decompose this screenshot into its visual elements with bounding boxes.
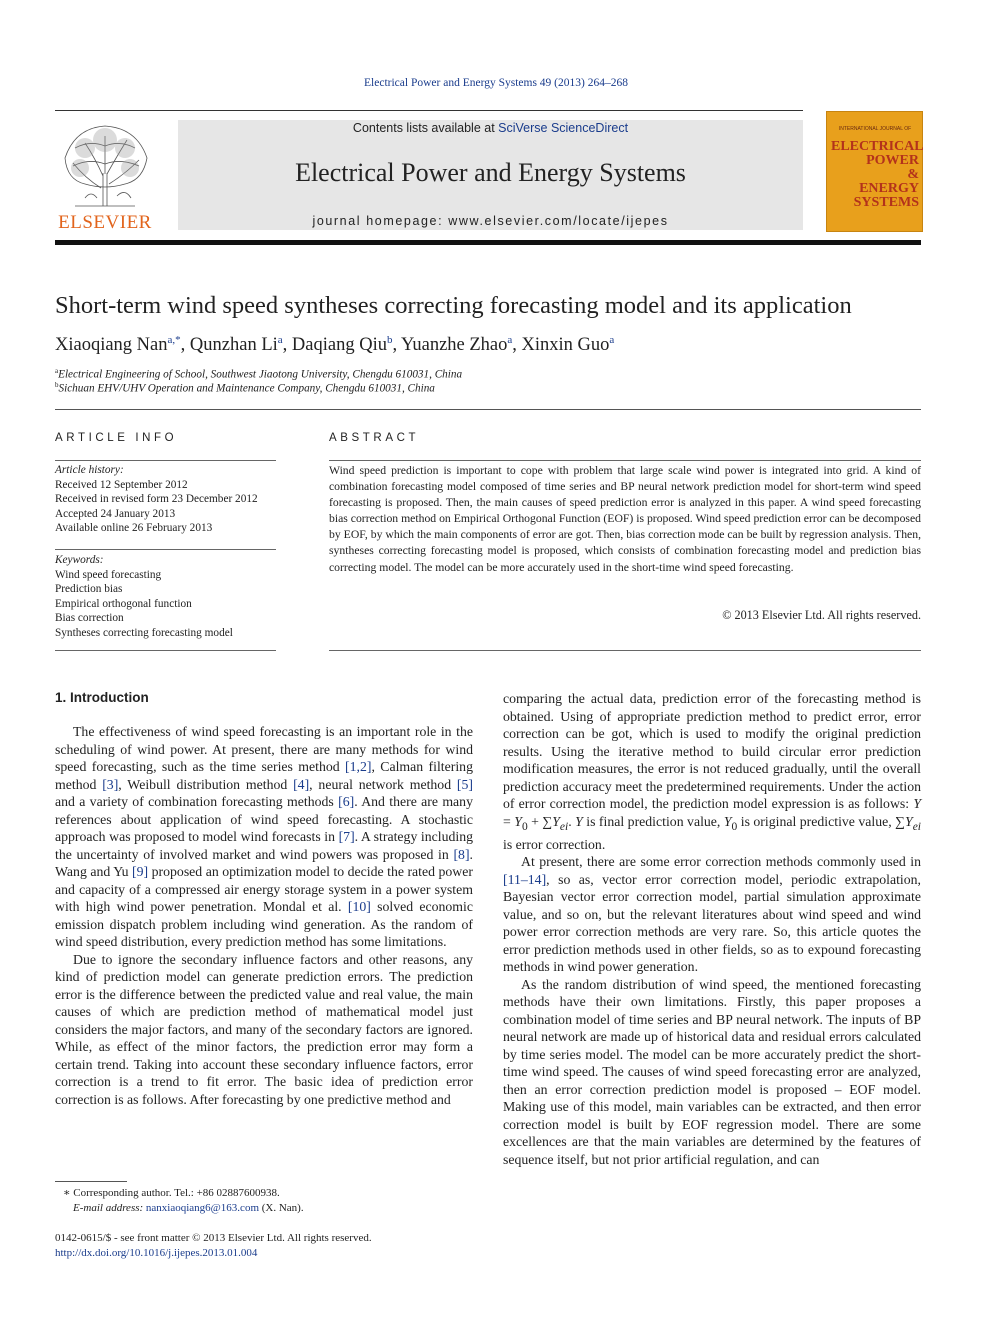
body-paragraph: As the random distribution of wind speed, the mentioned forecasting methods have their own limitations. Firstly, this paper proposes a combination model of time series and BP neural network. The inputs of BP neural network are made up of historical data and residual errors calculated by time series model. The model can be more accurately predict the short-time wind speed. The causes of wind speed forecasting error are analyzed, then an error correction prediction model is proposed – EOF model. Making use of this model, main variables can be extracted, and then error correction model is built by EOF regression model. There are some excellences are that the main variables are determined by the features of sequence itself, but not prior artificial regulation, and can xyxy=(503,976,921,1167)
email-note xyxy=(55,1201,475,1216)
contents-line xyxy=(178,121,803,135)
body-column-right xyxy=(503,690,921,1168)
citation-link[interactable]: [1,2] xyxy=(345,759,372,774)
abstract-heading: ABSTRACT xyxy=(329,432,420,444)
sciencedirect-link[interactable]: SciVerse ScienceDirect xyxy=(498,121,629,135)
info-rule xyxy=(55,549,276,550)
keyword: Syntheses correcting forecasting model xyxy=(55,626,233,639)
email-link[interactable]: nanxiaoqiang6@163.com xyxy=(145,1201,259,1214)
journal-citation[interactable]: Electrical Power and Energy Systems 49 (2013) 264–268 xyxy=(364,77,628,89)
abstract-text: Wind speed prediction is important to cope with problem that large scale wind power is integrated into grid. A kind of combination forecasting model composed of time series and BP neural network prediction model for short-term wind speed forecasting is proposed. Then, the main causes of speed prediction error is analyzed in this paper. A wind speed forecasting bias correction method on Empirical Orthogonal Function (EOF) is proposed. Wind speed prediction error can be decomposed by EOF, by which the main components of error are got. Then, bias correction mode can be built by regression analysis. Then, syntheses correcting forecasting model is proposed, which consists of combination forecasting model and prediction bias correcting model. The model can be more accurately used in the short-time wind speed forecasting. xyxy=(329,464,921,574)
contents-prefix: Contents lists available at xyxy=(352,121,499,135)
keywords xyxy=(55,553,280,640)
cover-line: SYSTEMS xyxy=(853,195,919,210)
abstract-rule xyxy=(329,650,921,651)
keyword: Bias correction xyxy=(55,612,124,624)
affiliation xyxy=(55,367,755,381)
cover-line: ELECTRICAL xyxy=(831,139,924,154)
body-paragraph: The effectiveness of wind speed forecasting is an important role in the scheduling of wind power. At present, there are many methods for wind speed forecasting, such as the time series method [1,2], Calman filtering method [3], Weibull distribution method [4], neural network method [5] and a variety of combination forecasting methods [6]. And there are many references about application of wind speed forecasting. A stochastic approach was proposed to model wind forecasts in [7]. A strategy including the uncertainty of involved market and wind powers was proposed in [8]. Wang and Yu [9] proposed an optimization model to decide the rated power and capacity of a compressed air energy storage system in a power system with high wind power penetration. Mondal et al. [10] solved economic emission dispatch problem including wind generation. As the random of wind speed distribution, every prediction method has some limitations. xyxy=(55,724,474,949)
affiliation-mark: a xyxy=(55,367,59,375)
author-affiliation-mark[interactable]: b xyxy=(386,334,393,346)
citation-link[interactable]: [8] xyxy=(453,846,470,862)
author-name[interactable]: Xinxin Guo xyxy=(521,335,610,356)
doi-link[interactable]: http://dx.doi.org/10.1016/j.ijepes.2013.01.004 xyxy=(55,1246,258,1259)
citation-link[interactable]: [11–14] xyxy=(503,871,547,887)
article-history xyxy=(55,463,280,536)
author-list: Xiaoqiang Nan$^{a,*}$, Qunzhan Li$^a$, Daqiang Qiu$^b$, Yuanzhe Zhao$^a$, Xinxin Guo$^a$ xyxy=(55,334,615,356)
keyword: Empirical orthogonal function xyxy=(55,597,192,610)
journal-cover[interactable] xyxy=(826,111,923,232)
cover-line: ENERGY xyxy=(859,181,919,196)
author-name[interactable]: Qunzhan Li xyxy=(189,335,278,356)
footnote xyxy=(55,1186,475,1215)
affiliation-text: Electrical Engineering of School, Southwest Jiaotong University, Chengdu 610031, China xyxy=(58,368,463,381)
affiliation-text: Sichuan EHV/UHV Operation and Maintenance Company, Chengdu 610031, China xyxy=(58,382,435,395)
body-column-left xyxy=(55,723,473,1108)
body-paragraph: At present, there are some error correction methods commonly used in [11–14], so as, vector error correction model, periodic extrapolation, Bayesian vector error correction model, partial simulation approximate value, and so on, but the relevant literatures about wind speed and wind power error correction methods are very rare. So, this article quotes the error prediction methods used in other fields, so as to expound forecasting methods in wind power generation. xyxy=(503,854,921,975)
author-name[interactable]: Yuanzhe Zhao xyxy=(401,335,508,356)
citation-link[interactable]: [10] xyxy=(347,899,371,914)
cover-title xyxy=(831,139,924,210)
history-label: Article history: xyxy=(55,464,124,476)
journal-homepage[interactable]: journal homepage: www.elsevier.com/locate/ijepes xyxy=(312,214,669,228)
citation-link[interactable]: [5] xyxy=(456,776,474,792)
keyword: Wind speed forecasting xyxy=(55,568,162,581)
citation-link[interactable]: [9] xyxy=(132,864,149,879)
author-name[interactable]: Xiaoqiang Nan xyxy=(55,335,168,356)
cover-header-text: INTERNATIONAL JOURNAL OF xyxy=(838,126,912,132)
author-name[interactable]: Daqiang Qiu xyxy=(291,335,387,356)
info-rule xyxy=(55,460,276,461)
email-label: E-mail address: xyxy=(73,1201,144,1214)
keyword: Prediction bias xyxy=(55,583,123,595)
journal-title: Electrical Power and Energy Systems xyxy=(295,158,686,187)
affiliation-mark: b xyxy=(55,381,59,389)
elsevier-wordmark: ELSEVIER xyxy=(58,212,152,233)
history-item: Accepted 24 January 2013 xyxy=(55,507,176,520)
section-heading: 1. Introduction xyxy=(55,690,149,705)
article-info-heading: ARTICLE INFO xyxy=(55,432,178,444)
affiliation xyxy=(55,381,755,395)
author-affiliation-mark[interactable]: a xyxy=(277,334,283,346)
citation-link[interactable]: [4] xyxy=(293,776,310,792)
history-item: Received in revised form 23 December 2012 xyxy=(55,493,258,505)
abstract-copyright: © 2013 Elsevier Ltd. All rights reserved. xyxy=(722,608,921,622)
author-affiliation-mark[interactable]: a,* xyxy=(167,334,181,346)
citation-link[interactable]: [7] xyxy=(338,829,355,844)
body-paragraph: Due to ignore the secondary influence factors and other reasons, any kind of prediction model can generate prediction errors. The prediction error is the difference between the predicted value and real value, the main causes of which are prediction method of mathematical model just considers the major factors, and many of the secondary factors are ignored. While, as effect of the minor factors, the prediction error may form a certain trend. Taking into account these secondary influence factors, error correction is a trend to fit error. The basic idea of prediction error correction is as follows. After forecasting by one predictive method and xyxy=(55,951,473,1107)
email-suffix: (X. Nan). xyxy=(261,1201,304,1214)
citation-link[interactable]: [3] xyxy=(102,776,119,792)
cover-line: & xyxy=(907,167,919,182)
elsevier-logo xyxy=(55,118,155,233)
info-rule xyxy=(55,650,276,651)
front-matter xyxy=(55,1231,555,1260)
footnote-rule xyxy=(55,1181,127,1182)
history-item: Available online 26 February 2013 xyxy=(55,522,213,534)
abstract-rule xyxy=(329,460,921,461)
header-rule xyxy=(55,110,803,111)
body-paragraph: comparing the actual data, prediction error of the forecasting method is obtained. Using of appropriate prediction method to predict error, error correction can be got, which is used to modify the original prediction results. Using the iterative method to build circular error prediction modification measures, the error is not reduced gradually, until the overall prediction accuracy meet the predetermined requirements. Under the action of error correction model, the prediction model expression is as follows: $Y = Y_0 + \sum Y_{ei}$. Y is final prediction value, $Y_0$ is original predictive value, $\sum Y_{ei}$ is error correction. xyxy=(503,691,921,852)
author-affiliation-mark[interactable]: a xyxy=(507,334,513,346)
author-affiliation-mark[interactable]: a xyxy=(609,334,615,346)
cover-line: POWER xyxy=(866,153,919,168)
keywords-label: Keywords: xyxy=(55,554,104,566)
citation-link[interactable]: [6] xyxy=(338,794,355,809)
journal-masthead xyxy=(178,120,803,230)
history-item: Received 12 September 2012 xyxy=(55,478,188,491)
masthead-rule xyxy=(55,240,921,245)
corresponding-author-note: ∗ Corresponding author. Tel.: +86 02887600938. xyxy=(63,1187,280,1199)
section-rule xyxy=(55,409,921,410)
issn-line: 0142-0615/$ - see front matter © 2013 Elsevier Ltd. All rights reserved. xyxy=(55,1232,372,1244)
article-title: Short-term wind speed syntheses correcting forecasting model and its application xyxy=(55,292,852,319)
